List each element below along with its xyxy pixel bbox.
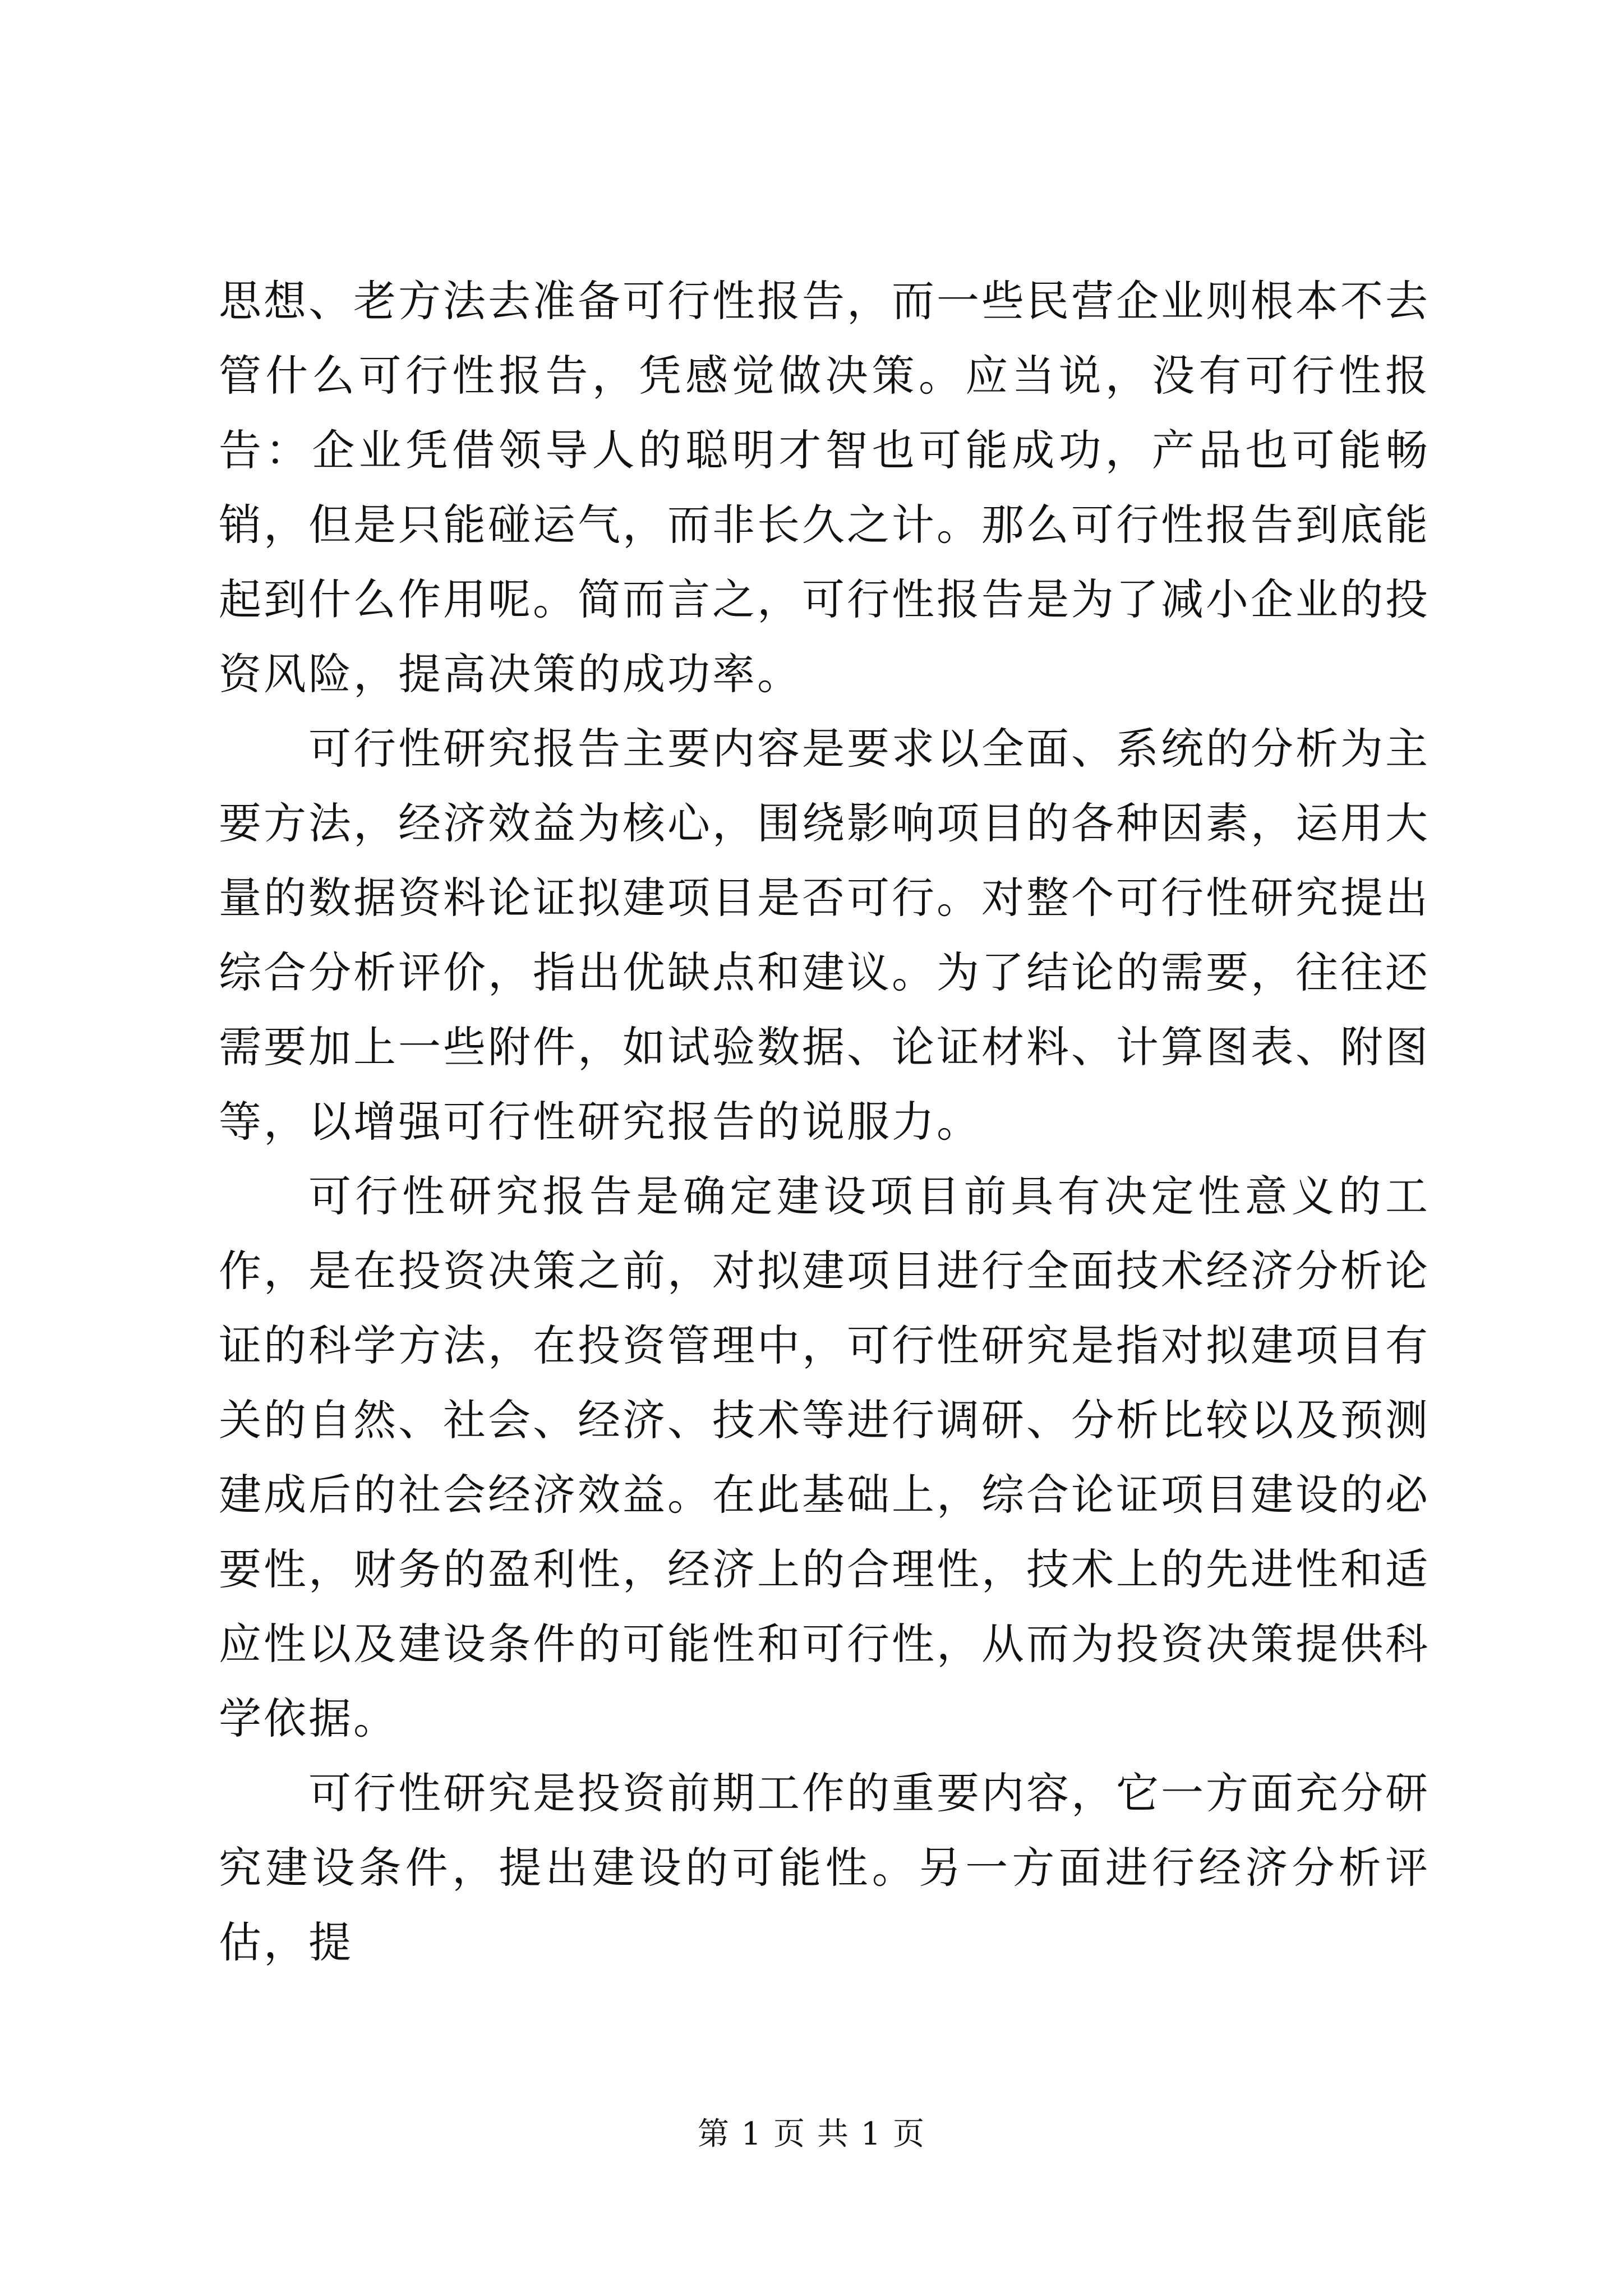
document-body	[219, 264, 1430, 1980]
paragraph-continued: 思想、老方法去准备可行性报告，而一些民营企业则根本不去管什么可行性报告，凭感觉做决策。应当说，没有可行性报告：企业凭借领导人的聪明才智也可能成功，产品也可能畅销，但是只能碰运气，而非长久之计。那么可行性报告到底能起到什么作用呢。简而言之，可行性报告是为了减小企业的投资风险，提高决策的成功率。	[219, 276, 1430, 699]
paragraph-report-significance: 可行性研究报告是确定建设项目前具有决定性意义的工作，是在投资决策之前，对拟建项目进行全面技术经济分析论证的科学方法，在投资管理中，可行性研究是指对拟建项目有关的自然、社会、经济、技术等进行调研、分析比较以及预测建成后的社会经济效益。在此基础上，综合论证项目建设的必要性，财务的盈利性，经济上的合理性，技术上的先进性和适应性以及建设条件的可能性和可行性，从而为投资决策提供科学依据。	[219, 1171, 1430, 1743]
paragraph-research-role: 可行性研究是投资前期工作的重要内容，它一方面充分研究建设条件，提出建设的可能性。另一方面进行经济分析评估，提	[219, 1768, 1430, 1967]
page-number-footer: 第 1 页 共 1 页	[697, 2116, 926, 2152]
paragraph-report-content: 可行性研究报告主要内容是要求以全面、系统的分析为主要方法，经济效益为核心，围绕影响项目的各种因素，运用大量的数据资料论证拟建项目是否可行。对整个可行性研究提出综合分析评价，指出优缺点和建议。为了结论的需要，往往还需要加上一些附件，如试验数据、论证材料、计算图表、附图等，以增强可行性研究报告的说服力。	[219, 724, 1430, 1147]
